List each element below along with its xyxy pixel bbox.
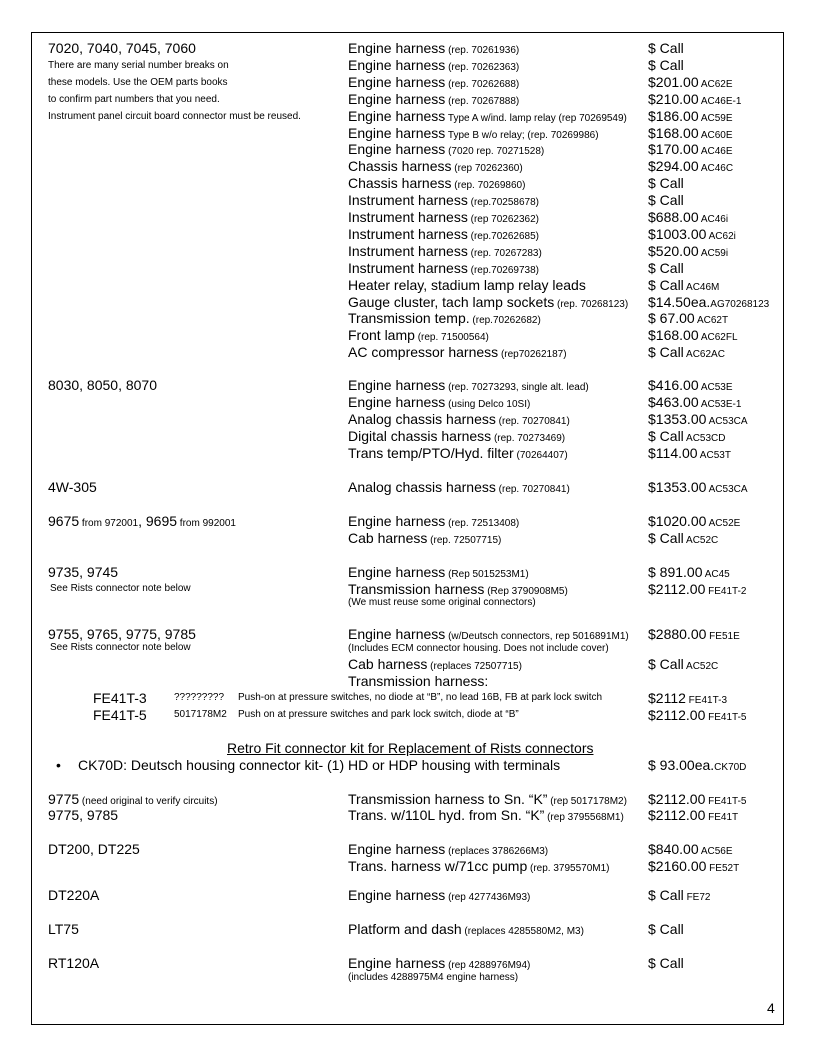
item-price-cell — [648, 193, 684, 209]
model-4w-305: 4W-305 — [48, 479, 97, 495]
item-code: AC56E — [698, 846, 733, 857]
model-9755-series: 9755, 9765, 9775, 9785 — [48, 626, 196, 642]
item-price: $ 891.00 — [648, 564, 703, 580]
item-price: $ Call — [648, 344, 684, 361]
fe41t-5-desc: Push on at pressure switches and park lock switch, diode at “B” — [238, 709, 519, 720]
item-price: $520.00 — [648, 242, 699, 259]
item-ref: (rep.70258678) — [467, 197, 540, 209]
item-price: $416.00 — [648, 377, 699, 393]
item-price: $840.00 — [648, 841, 699, 857]
model-9675-9695 — [48, 514, 236, 530]
item-price: $688.00 — [648, 209, 699, 225]
item-ref: (w/Deutsch connectors, rep 5016891M1) — [445, 631, 629, 642]
item-code: FE41T-5 — [705, 712, 747, 723]
item-description — [348, 92, 519, 108]
item-price-cell — [648, 109, 733, 125]
item-price-cell — [648, 627, 740, 643]
item-price: $14.50ea. — [648, 293, 711, 310]
item-name: Engine harness — [348, 513, 446, 529]
item-ref: (rep. 71500564) — [414, 332, 489, 344]
item-price: $201.00 — [648, 73, 699, 90]
item-price: $ Call — [648, 259, 684, 276]
item-code: FE51E — [706, 631, 740, 642]
item-name: Engine harness — [348, 40, 446, 56]
item-price: $ 67.00 — [648, 310, 695, 327]
item-description — [348, 159, 523, 175]
item-description — [348, 142, 544, 158]
item-name: Engine harness — [348, 141, 446, 158]
item-name: Instrument harness — [348, 209, 468, 225]
item-ref: (rep. 70268123) — [554, 298, 629, 310]
item-price-cell — [648, 176, 684, 192]
item-price: $1020.00 — [648, 513, 707, 529]
item-price-cell — [648, 582, 747, 598]
item-price-cell — [648, 58, 684, 74]
item-ref: (rep70262187) — [498, 349, 567, 361]
item-price-cell — [648, 328, 738, 344]
item-description — [348, 295, 628, 311]
item-name: Engine harness — [348, 841, 446, 857]
item-ref: (rep. 70270841) — [495, 416, 570, 427]
item-code: AC46E — [698, 146, 733, 158]
item-description — [348, 842, 548, 858]
item-price-cell — [648, 41, 684, 57]
item-code: AC46M — [683, 281, 720, 293]
item-description — [348, 378, 589, 394]
item-code: FE52T — [706, 863, 740, 874]
item-name: Instrument harness — [348, 242, 468, 259]
item-ref: (rep. 70262363) — [445, 61, 520, 73]
item-price: $ Call — [648, 955, 684, 971]
item-ref: (rep 5017178M2) — [547, 796, 627, 807]
item-price: $2112.00 — [648, 791, 706, 807]
item-ref: Type B w/o relay; (rep. 70269986) — [445, 129, 599, 141]
engine-harness-deutsch — [348, 627, 629, 643]
item-ref: (rep.70262682) — [469, 315, 541, 327]
model-dt200-dt225: DT200, DT225 — [48, 841, 140, 857]
item-description — [348, 395, 530, 411]
item-description — [348, 126, 599, 142]
item-price-cell — [648, 808, 738, 824]
model-9695: , 9695 — [138, 513, 178, 529]
item-ref: (rep. 70267888) — [445, 95, 520, 107]
item-price: $170.00 — [648, 141, 699, 158]
item-ref: (replaces 4285580M2, M3) — [461, 926, 584, 937]
item-price-cell — [648, 412, 748, 428]
item-code: AC62T — [694, 315, 729, 327]
item-price: $ Call — [648, 192, 684, 209]
item-price-cell — [648, 278, 719, 294]
item-description — [348, 41, 519, 57]
item-code: AC46C — [698, 163, 734, 175]
item-ref: (replaces 72507715) — [427, 661, 522, 672]
item-description — [348, 193, 539, 209]
item-code: AC59E — [698, 112, 733, 124]
item-name: Digital chassis harness — [348, 428, 492, 444]
item-name: Heater relay, stadium lamp relay leads — [348, 276, 586, 293]
item-price-cell — [648, 75, 733, 91]
item-code: AC62i — [706, 230, 736, 242]
platform-and-dash — [348, 922, 584, 938]
item-description — [348, 514, 519, 530]
note-line-3: to confirm part numbers that you need. — [48, 94, 220, 105]
item-ref: (rep. 70273293, single alt. lead) — [445, 382, 589, 393]
transmission-harness-label: Transmission harness: — [348, 673, 489, 689]
item-code: AC62AC — [683, 349, 725, 361]
item-ref: (rep.70269738) — [467, 264, 540, 276]
item-name: Analog chassis harness — [348, 411, 496, 427]
item-ref: (rep 70262360) — [451, 163, 523, 175]
item-name: Instrument harness — [348, 225, 468, 242]
item-price-cell — [648, 126, 733, 142]
item-description — [348, 278, 586, 294]
model-rt120a: RT120A — [48, 955, 100, 971]
bullet: • — [56, 757, 61, 773]
item-price: $ 93.00ea. — [648, 757, 715, 773]
item-name: Trans. w/110L hyd. from Sn. “K” — [348, 807, 545, 823]
item-description — [348, 480, 570, 496]
item-ref: (rep. 70261936) — [445, 45, 520, 56]
item-price: $294.00 — [648, 158, 699, 175]
item-price: $168.00 — [648, 327, 699, 344]
item-price: $ Call — [648, 530, 684, 546]
item-description — [348, 176, 525, 192]
item-price-cell — [648, 514, 740, 530]
item-ref: (7020 rep. 70271528) — [445, 146, 545, 158]
ck70d-price-cell — [648, 758, 746, 774]
item-name: Trans. harness w/71cc pump — [348, 858, 528, 874]
item-price-cell — [648, 378, 733, 394]
item-price-cell — [648, 922, 684, 938]
item-ref: (rep. 70273469) — [491, 433, 566, 444]
fe41t-5-code: FE41T-5 — [93, 707, 147, 723]
model-dt220a: DT220A — [48, 887, 100, 903]
item-ref: (rep. 70267283) — [467, 247, 542, 259]
item-code: AC60E — [698, 129, 733, 141]
item-price: $2112.00 — [648, 707, 706, 723]
model-9775-9785: 9775, 9785 — [48, 807, 119, 823]
item-price-cell — [648, 261, 684, 277]
item-name: Instrument harness — [348, 192, 468, 209]
item-price-cell — [648, 842, 733, 858]
item-code: FE41T-5 — [705, 796, 747, 807]
item-price-cell — [648, 210, 728, 226]
fe41t-3-part: ????????? — [174, 692, 225, 703]
engine-harness-rt120a — [348, 956, 530, 972]
item-ref: (rep.70262685) — [467, 230, 540, 242]
item-description — [348, 311, 541, 327]
item-price: $463.00 — [648, 394, 699, 410]
note-line-1: There are many serial number breaks on — [48, 60, 229, 71]
item-ref: (rep 4277436M93) — [445, 892, 531, 903]
model-9735-9745: 9735, 9745 — [48, 564, 119, 580]
item-code: FE41T — [705, 812, 739, 823]
item-code: CK70D — [714, 762, 747, 773]
item-name: Platform and dash — [348, 921, 462, 937]
item-name: Engine harness — [348, 90, 446, 107]
item-ref: (rep. 72513408) — [445, 518, 520, 529]
item-description — [348, 210, 539, 226]
item-description — [348, 531, 501, 547]
trans-110l-hyd — [348, 808, 624, 824]
item-price-cell — [648, 395, 741, 411]
item-price: $ Call — [648, 656, 684, 672]
item-price-cell — [648, 244, 728, 260]
item-ref: Type A w/ind. lamp relay (rep 70269549) — [445, 112, 627, 124]
item-description — [348, 859, 610, 875]
item-price-cell — [648, 429, 725, 445]
item-name: Cab harness — [348, 656, 428, 672]
item-code: AC62E — [698, 78, 733, 90]
item-code: AC53E — [698, 382, 733, 393]
item-price: $2112.00 — [648, 807, 706, 823]
item-name: Front lamp — [348, 327, 415, 344]
item-price-cell — [648, 311, 728, 327]
item-name: Transmission harness to Sn. “K” — [348, 791, 548, 807]
item-ref: (Rep 3790908M5) — [484, 586, 568, 597]
item-code: AC53CD — [683, 433, 726, 444]
rists-note: See Rists connector note below — [50, 583, 191, 594]
item-price-cell — [648, 480, 748, 496]
item-name: Trans temp/PTO/Hyd. filter — [348, 445, 514, 461]
item-price: $210.00 — [648, 90, 699, 107]
serial-from-972001: from 972001 — [79, 518, 139, 529]
item-name: Analog chassis harness — [348, 479, 496, 495]
item-price-cell — [648, 531, 718, 547]
item-price-cell — [648, 142, 733, 158]
item-code: AC52C — [683, 535, 719, 546]
item-ref: (Rep 5015253M1) — [445, 569, 529, 580]
item-price: $1353.00 — [648, 479, 707, 495]
item-price: $ Call — [648, 56, 684, 73]
item-price: $2160.00 — [648, 858, 707, 874]
item-price: $1353.00 — [648, 411, 707, 427]
model-note: (need original to verify circuits) — [79, 796, 218, 807]
model-9775-label: 9775 — [48, 791, 80, 807]
item-description — [348, 446, 568, 462]
includes-engine-harness-note: (includes 4288975M4 engine harness) — [348, 972, 519, 983]
item-code: AC53T — [697, 450, 731, 461]
item-price: $ Call — [648, 921, 684, 937]
item-ref: (rep 3795568M1) — [544, 812, 624, 823]
serial-from-992001: from 992001 — [177, 518, 236, 529]
item-description — [348, 328, 489, 344]
item-name: Cab harness — [348, 530, 428, 546]
retro-fit-heading: Retro Fit connector kit for Replacement of Rists connectors — [227, 740, 594, 756]
model-9775 — [48, 792, 218, 808]
item-name: Engine harness — [348, 56, 446, 73]
model-8030-series: 8030, 8050, 8070 — [48, 377, 157, 393]
item-code: FE72 — [683, 892, 711, 903]
note-line-2: these models. Use the OEM parts books — [48, 77, 228, 88]
item-name: Chassis harness — [348, 158, 452, 175]
transmission-harness-sn-k — [348, 792, 627, 808]
item-ref: (70264407) — [513, 450, 568, 461]
item-code: AC62FL — [698, 332, 738, 344]
item-ref: (replaces 3786266M3) — [445, 846, 549, 857]
item-description — [348, 582, 568, 598]
page-number: 4 — [767, 1000, 775, 1016]
item-code: AG70268123 — [710, 298, 770, 310]
item-name: Engine harness — [348, 626, 446, 642]
item-name: Gauge cluster, tach lamp sockets — [348, 293, 555, 310]
item-price: $ Call — [648, 428, 684, 444]
reuse-connectors-note: (We must reuse some original connectors) — [348, 597, 536, 608]
item-description — [348, 429, 565, 445]
item-price-cell — [648, 956, 684, 972]
item-description — [348, 244, 542, 260]
item-price: $168.00 — [648, 124, 699, 141]
item-code: FE41T-2 — [705, 586, 747, 597]
item-name: Transmission temp. — [348, 310, 470, 327]
item-price: $ Call — [648, 175, 684, 192]
item-ref: (rep. 70262688) — [445, 78, 520, 90]
item-price-cell — [648, 345, 725, 361]
item-price-cell — [648, 159, 733, 175]
item-description — [348, 261, 539, 277]
fe41t-3-price-cell — [648, 691, 727, 707]
model-9675: 9675 — [48, 513, 80, 529]
item-code: AC52E — [706, 518, 741, 529]
model-7020-series: 7020, 7040, 7045, 7060 — [48, 40, 196, 56]
item-price: $ Call — [648, 40, 684, 56]
rists-note: See Rists connector note below — [50, 642, 191, 653]
item-description — [348, 565, 529, 581]
item-code: AC53CA — [706, 416, 748, 427]
item-ref: (rep 70262362) — [467, 214, 540, 225]
item-price-cell — [648, 657, 718, 673]
item-name: Transmission harness — [348, 581, 485, 597]
item-price: $ Call — [648, 887, 684, 903]
item-ref: (using Delco 10SI) — [445, 399, 531, 410]
item-name: Engine harness — [348, 124, 446, 141]
item-name: Chassis harness — [348, 175, 452, 192]
item-code: AC59i — [698, 247, 729, 259]
item-price-cell — [648, 888, 710, 904]
fe41t-3-code: FE41T-3 — [93, 690, 147, 706]
fe41t-5-part: 5017178M2 — [174, 709, 227, 720]
item-price-cell — [648, 227, 736, 243]
item-price: $2112 — [648, 690, 686, 706]
item-code: AC53E-1 — [698, 399, 742, 410]
item-description — [348, 58, 519, 74]
item-price-cell — [648, 565, 730, 581]
item-price: $ Call — [648, 276, 684, 293]
item-name: Engine harness — [348, 955, 446, 971]
ck70d-kit: CK70D: Deutsch housing connector kit- (1) HD or HDP housing with terminals — [78, 757, 561, 773]
item-name: Engine harness — [348, 887, 446, 903]
item-name: Engine harness — [348, 73, 446, 90]
item-price: $186.00 — [648, 107, 699, 124]
item-name: Engine harness — [348, 107, 446, 124]
item-ref: (rep. 70270841) — [495, 484, 570, 495]
item-price-cell — [648, 295, 769, 311]
item-name: Engine harness — [348, 377, 446, 393]
item-code: AC46E-1 — [698, 95, 742, 107]
item-price-cell — [648, 92, 741, 108]
cab-harness — [348, 657, 522, 673]
item-ref: (rep 4288976M94) — [445, 960, 531, 971]
item-name: Engine harness — [348, 394, 446, 410]
item-ref: (rep. 70269860) — [451, 180, 526, 192]
fe41t-3-desc: Push-on at pressure switches, no diode at “B”, no lead 16B, FB at park lock switch — [238, 692, 603, 703]
item-code: AC52C — [683, 661, 719, 672]
item-description — [348, 227, 539, 243]
item-name: Engine harness — [348, 564, 446, 580]
item-name: Instrument harness — [348, 259, 468, 276]
item-ref: (rep. 72507715) — [427, 535, 502, 546]
item-price: $2112.00 — [648, 581, 706, 597]
engine-harness-dt220a — [348, 888, 530, 904]
item-description — [348, 412, 570, 428]
fe41t-5-price-cell — [648, 708, 747, 724]
item-price: $2880.00 — [648, 626, 707, 642]
item-name: AC compressor harness — [348, 344, 499, 361]
item-price: $114.00 — [648, 445, 698, 461]
note-line-4: Instrument panel circuit board connector must be reused. — [48, 111, 301, 122]
ecm-housing-note: (Includes ECM connector housing. Does not include cover) — [348, 643, 609, 654]
item-price-cell — [648, 446, 731, 462]
item-description — [348, 109, 627, 125]
item-description — [348, 345, 567, 361]
item-ref: (rep. 3795570M1) — [527, 863, 610, 874]
item-code: AC45 — [702, 569, 730, 580]
item-price-cell — [648, 792, 747, 808]
item-code: AC46i — [698, 214, 729, 225]
item-code: AC53CA — [706, 484, 748, 495]
model-lt75: LT75 — [48, 921, 79, 937]
item-price: $1003.00 — [648, 225, 707, 242]
item-code: FE41T-3 — [685, 695, 728, 706]
item-price-cell — [648, 859, 739, 875]
item-description — [348, 75, 519, 91]
